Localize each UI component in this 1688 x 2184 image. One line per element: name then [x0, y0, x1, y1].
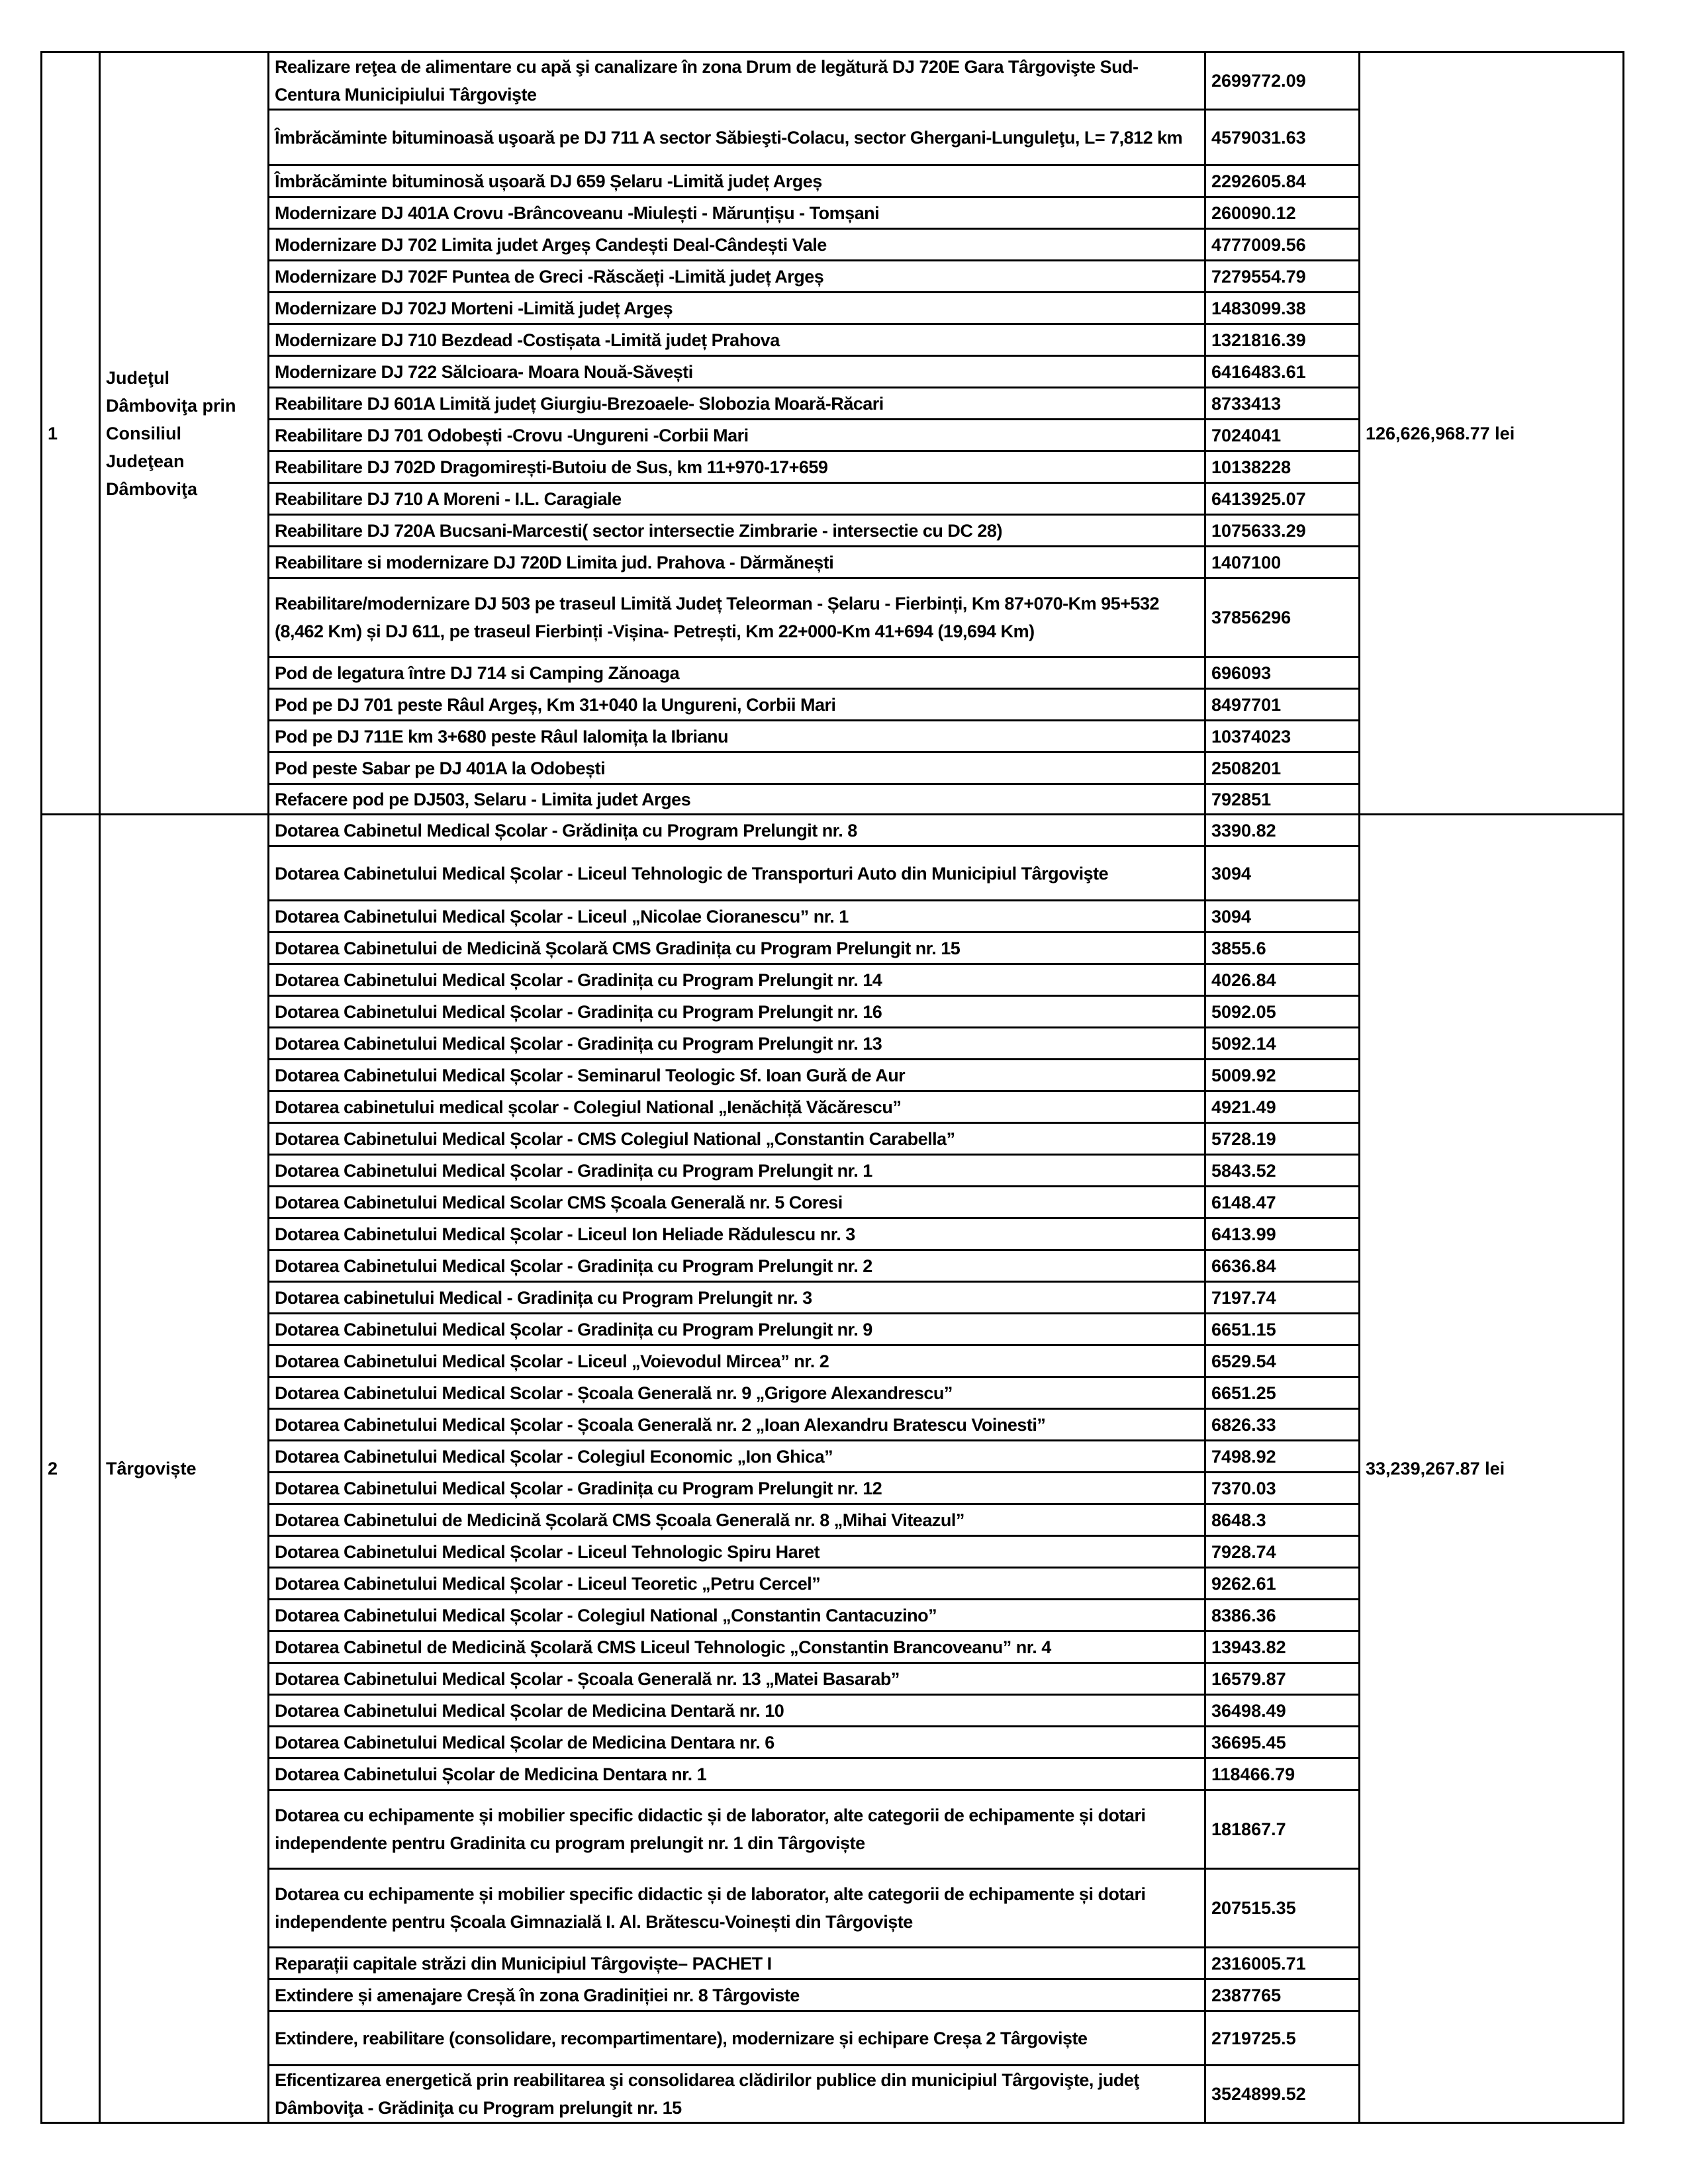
project-description: Dotarea Cabinetului Medical Școlar - Gradinița cu Program Prelungit nr. 2 [269, 1250, 1205, 1282]
project-description: Dotarea Cabinetului Medical Școlar - Liceul „Voievodul Mircea” nr. 2 [269, 1345, 1205, 1377]
project-description: Reabilitare si modernizare DJ 720D Limita jud. Prahova - Dărmănești [269, 547, 1205, 578]
project-value: 7928.74 [1205, 1536, 1360, 1568]
project-value: 3390.82 [1205, 815, 1360, 846]
project-value: 1407100 [1205, 547, 1360, 578]
project-description: Modernizare DJ 702J Morteni -Limită județ Argeș [269, 293, 1205, 324]
project-value: 6651.15 [1205, 1314, 1360, 1345]
table-row [42, 52, 1624, 110]
project-description: Modernizare DJ 702F Puntea de Greci -Răscăeți -Limită județ Argeș [269, 261, 1205, 293]
project-value: 6529.54 [1205, 1345, 1360, 1377]
beneficiary-name: Târgoviște [100, 815, 269, 2123]
project-description: Dotarea Cabinetului Medical Școlar - Liceul „Nicolae Cioranescu” nr. 1 [269, 901, 1205, 933]
beneficiary-name: Judeţul Dâmboviţa prin Consiliul Judeţean Dâmboviţa [100, 52, 269, 815]
project-value: 1075633.29 [1205, 515, 1360, 547]
project-description: Dotarea Cabinetului Medical Școlar - Liceul Tehnologic de Transporturi Auto din Municipiul Târgovişte [269, 846, 1205, 901]
table-row [42, 815, 1624, 846]
project-value: 4921.49 [1205, 1091, 1360, 1123]
project-description: Dotarea cabinetului Medical - Gradinița cu Program Prelungit nr. 3 [269, 1282, 1205, 1314]
project-description: Modernizare DJ 702 Limita judet Argeș Candești Deal-Cândești Vale [269, 229, 1205, 261]
project-description: Dotarea Cabinetului Medical Școlar - Colegiul Economic „Ion Ghica” [269, 1441, 1205, 1473]
project-value: 7370.03 [1205, 1473, 1360, 1504]
project-value: 6826.33 [1205, 1409, 1360, 1441]
project-description: Modernizare DJ 722 Sălcioara- Moara Nouă-Săvești [269, 356, 1205, 388]
project-description: Modernizare DJ 401A Crovu -Brâncoveanu -Miulești - Mărunțișu - Tomșani [269, 197, 1205, 229]
project-description: Dotarea Cabinetului Medical Școlar - Liceul Teoretic „Petru Cercel” [269, 1568, 1205, 1600]
project-description: Extindere și amenajare Creșă în zona Gradiniției nr. 8 Târgoviste [269, 1979, 1205, 2011]
project-description: Dotarea cu echipamente și mobilier specific didactic și de laborator, alte categorii de echipamente și dotari independente pentru Școala Gimnazială I. Al. Brătescu-Voinești din Târgoviște [269, 1869, 1205, 1948]
project-value: 181867.7 [1205, 1790, 1360, 1869]
project-value: 5843.52 [1205, 1155, 1360, 1187]
project-description: Reabilitare DJ 701 Odobești -Crovu -Ungureni -Corbii Mari [269, 420, 1205, 451]
project-value: 5092.05 [1205, 996, 1360, 1028]
project-value: 2508201 [1205, 752, 1360, 784]
project-description: Dotarea Cabinetului Medical Școlar de Medicina Dentară nr. 10 [269, 1695, 1205, 1727]
project-value: 2292605.84 [1205, 165, 1360, 197]
project-description: Dotarea Cabinetului Medical Școlar - CMS Colegiul National „Constantin Carabella” [269, 1123, 1205, 1155]
project-description: Reabilitare/modernizare DJ 503 pe traseul Limită Județ Teleorman - Șelaru - Fierbinți, Km 87+070-Km 95+532 (8,462 Km) și DJ 611, pe traseul Fierbinți -Vișina- Petrești, Km 22+000-Km 41+694 (19,694 Km) [269, 578, 1205, 657]
project-value: 1321816.39 [1205, 324, 1360, 356]
project-description: Dotarea Cabinetului Medical Școlar - Colegiul National „Constantin Cantacuzino” [269, 1600, 1205, 1631]
project-value: 2719725.5 [1205, 2011, 1360, 2066]
project-value: 118466.79 [1205, 1758, 1360, 1790]
project-value: 10374023 [1205, 721, 1360, 752]
project-value: 207515.35 [1205, 1869, 1360, 1948]
project-description: Dotarea Cabinetului de Medicină Școlară CMS Gradinița cu Program Prelungit nr. 15 [269, 933, 1205, 964]
project-value: 37856296 [1205, 578, 1360, 657]
project-value: 8648.3 [1205, 1504, 1360, 1536]
project-description: Dotarea Cabinetului Medical Școlar de Medicina Dentara nr. 6 [269, 1727, 1205, 1758]
project-value: 4579031.63 [1205, 110, 1360, 165]
project-value: 6651.25 [1205, 1377, 1360, 1409]
project-value: 6413.99 [1205, 1218, 1360, 1250]
project-value: 5728.19 [1205, 1123, 1360, 1155]
section-number: 1 [42, 52, 100, 815]
project-description: Dotarea Cabinetului Medical Școlar - Seminarul Teologic Sf. Ioan Gură de Aur [269, 1060, 1205, 1091]
project-description: Dotarea Cabinetului Medical Scolar - Școala Generală nr. 9 „Grigore Alexandrescu” [269, 1377, 1205, 1409]
project-value: 16579.87 [1205, 1663, 1360, 1695]
project-description: Dotarea Cabinetului Medical Școlar - Gradinița cu Program Prelungit nr. 14 [269, 964, 1205, 996]
project-value: 6148.47 [1205, 1187, 1360, 1218]
project-description: Modernizare DJ 710 Bezdead -Costișata -Limită județ Prahova [269, 324, 1205, 356]
project-value: 5009.92 [1205, 1060, 1360, 1091]
project-value: 4777009.56 [1205, 229, 1360, 261]
project-value: 36498.49 [1205, 1695, 1360, 1727]
project-value: 7498.92 [1205, 1441, 1360, 1473]
project-value: 696093 [1205, 657, 1360, 689]
project-description: Pod de legatura între DJ 714 si Camping Zănoaga [269, 657, 1205, 689]
project-value: 10138228 [1205, 451, 1360, 483]
project-value: 13943.82 [1205, 1631, 1360, 1663]
project-value: 6413925.07 [1205, 483, 1360, 515]
project-description: Reabilitare DJ 702D Dragomirești-Butoiu de Sus, km 11+970-17+659 [269, 451, 1205, 483]
project-description: Eficentizarea energetică prin reabilitarea şi consolidarea clădirilor publice din municipiul Târgovişte, judeţ Dâmboviţa - Grădiniţa cu Program prelungit nr. 15 [269, 2066, 1205, 2123]
project-description: Pod peste Sabar pe DJ 401A la Odobești [269, 752, 1205, 784]
project-description: Îmbrăcăminte bituminosă ușoară DJ 659 Șelaru -Limită județ Argeș [269, 165, 1205, 197]
project-value: 7197.74 [1205, 1282, 1360, 1314]
project-description: Dotarea cu echipamente și mobilier specific didactic și de laborator, alte categorii de echipamente și dotari independente pentru Gradinita cu program prelungit nr. 1 din Târgoviște [269, 1790, 1205, 1869]
project-value: 2699772.09 [1205, 52, 1360, 110]
project-value: 8386.36 [1205, 1600, 1360, 1631]
project-value: 3094 [1205, 846, 1360, 901]
project-value: 3524899.52 [1205, 2066, 1360, 2123]
project-description: Reabilitare DJ 720A Bucsani-Marcesti( sector intersectie Zimbrarie - intersectie cu DC 28) [269, 515, 1205, 547]
project-value: 260090.12 [1205, 197, 1360, 229]
document-page [40, 51, 1622, 2124]
section-number: 2 [42, 815, 100, 2123]
project-description: Reabilitare DJ 601A Limită județ Giurgiu-Brezoaele- Slobozia Moară-Răcari [269, 388, 1205, 420]
project-description: Dotarea Cabinetului Școlar de Medicina Dentara nr. 1 [269, 1758, 1205, 1790]
project-description: Realizare reţea de alimentare cu apă şi canalizare în zona Drum de legătură DJ 720E Gara Târgovişte Sud-Centura Municipiului Târgovişte [269, 52, 1205, 110]
project-description: Dotarea Cabinetului Medical Școlar - Liceul Ion Heliade Rădulescu nr. 3 [269, 1218, 1205, 1250]
project-description: Dotarea Cabinetului Medical Școlar - Gradinița cu Program Prelungit nr. 13 [269, 1028, 1205, 1060]
project-description: Dotarea Cabinetul Medical Școlar - Grădinița cu Program Prelungit nr. 8 [269, 815, 1205, 846]
project-description: Dotarea Cabinetului Medical Școlar - Liceul Tehnologic Spiru Haret [269, 1536, 1205, 1568]
project-value: 2387765 [1205, 1979, 1360, 2011]
project-description: Pod pe DJ 701 peste Râul Argeș, Km 31+040 la Ungureni, Corbii Mari [269, 689, 1205, 721]
project-description: Dotarea cabinetului medical școlar - Colegiul National „Ienăchiță Văcărescu” [269, 1091, 1205, 1123]
project-description: Reabilitare DJ 710 A Moreni - I.L. Caragiale [269, 483, 1205, 515]
project-description: Dotarea Cabinetul de Medicină Școlară CMS Liceul Tehnologic „Constantin Brancoveanu” nr. 4 [269, 1631, 1205, 1663]
project-description: Dotarea Cabinetului Medical Școlar - Gradinița cu Program Prelungit nr. 9 [269, 1314, 1205, 1345]
project-value: 3094 [1205, 901, 1360, 933]
project-description: Dotarea Cabinetului Medical Școlar - Școala Generală nr. 2 „Ioan Alexandru Bratescu Voinesti” [269, 1409, 1205, 1441]
section-total: 33,239,267.87 lei [1360, 815, 1624, 2123]
project-value: 3855.6 [1205, 933, 1360, 964]
funding-table [40, 51, 1624, 2124]
project-description: Dotarea Cabinetului Medical Școlar - Gradinița cu Program Prelungit nr. 12 [269, 1473, 1205, 1504]
project-description: Reparații capitale străzi din Municipiul Târgoviște– PACHET I [269, 1948, 1205, 1979]
project-description: Extindere, reabilitare (consolidare, recompartimentare), modernizare și echipare Creșa 2 Târgoviște [269, 2011, 1205, 2066]
project-description: Dotarea Cabinetului Medical Școlar - Gradinița cu Program Prelungit nr. 16 [269, 996, 1205, 1028]
project-value: 9262.61 [1205, 1568, 1360, 1600]
project-value: 7024041 [1205, 420, 1360, 451]
project-value: 5092.14 [1205, 1028, 1360, 1060]
project-value: 4026.84 [1205, 964, 1360, 996]
project-value: 8497701 [1205, 689, 1360, 721]
project-value: 2316005.71 [1205, 1948, 1360, 1979]
project-description: Dotarea Cabinetului de Medicină Școlară CMS Școala Generală nr. 8 „Mihai Viteazul” [269, 1504, 1205, 1536]
project-value: 36695.45 [1205, 1727, 1360, 1758]
project-description: Dotarea Cabinetului Medical Școlar - Școala Generală nr. 13 „Matei Basarab” [269, 1663, 1205, 1695]
section-total: 126,626,968.77 lei [1360, 52, 1624, 815]
project-value: 6636.84 [1205, 1250, 1360, 1282]
project-value: 1483099.38 [1205, 293, 1360, 324]
project-value: 792851 [1205, 784, 1360, 815]
project-value: 6416483.61 [1205, 356, 1360, 388]
project-description: Dotarea Cabinetului Medical Scolar CMS Școala Generală nr. 5 Coresi [269, 1187, 1205, 1218]
project-value: 8733413 [1205, 388, 1360, 420]
project-description: Dotarea Cabinetului Medical Școlar - Gradinița cu Program Prelungit nr. 1 [269, 1155, 1205, 1187]
project-description: Îmbrăcăminte bituminoasă uşoară pe DJ 711 A sector Săbieşti-Colacu, sector Ghergani-Lunguleţu, L= 7,812 km [269, 110, 1205, 165]
project-value: 7279554.79 [1205, 261, 1360, 293]
project-description: Refacere pod pe DJ503, Selaru - Limita judet Arges [269, 784, 1205, 815]
project-description: Pod pe DJ 711E km 3+680 peste Râul Ialomița la Ibrianu [269, 721, 1205, 752]
